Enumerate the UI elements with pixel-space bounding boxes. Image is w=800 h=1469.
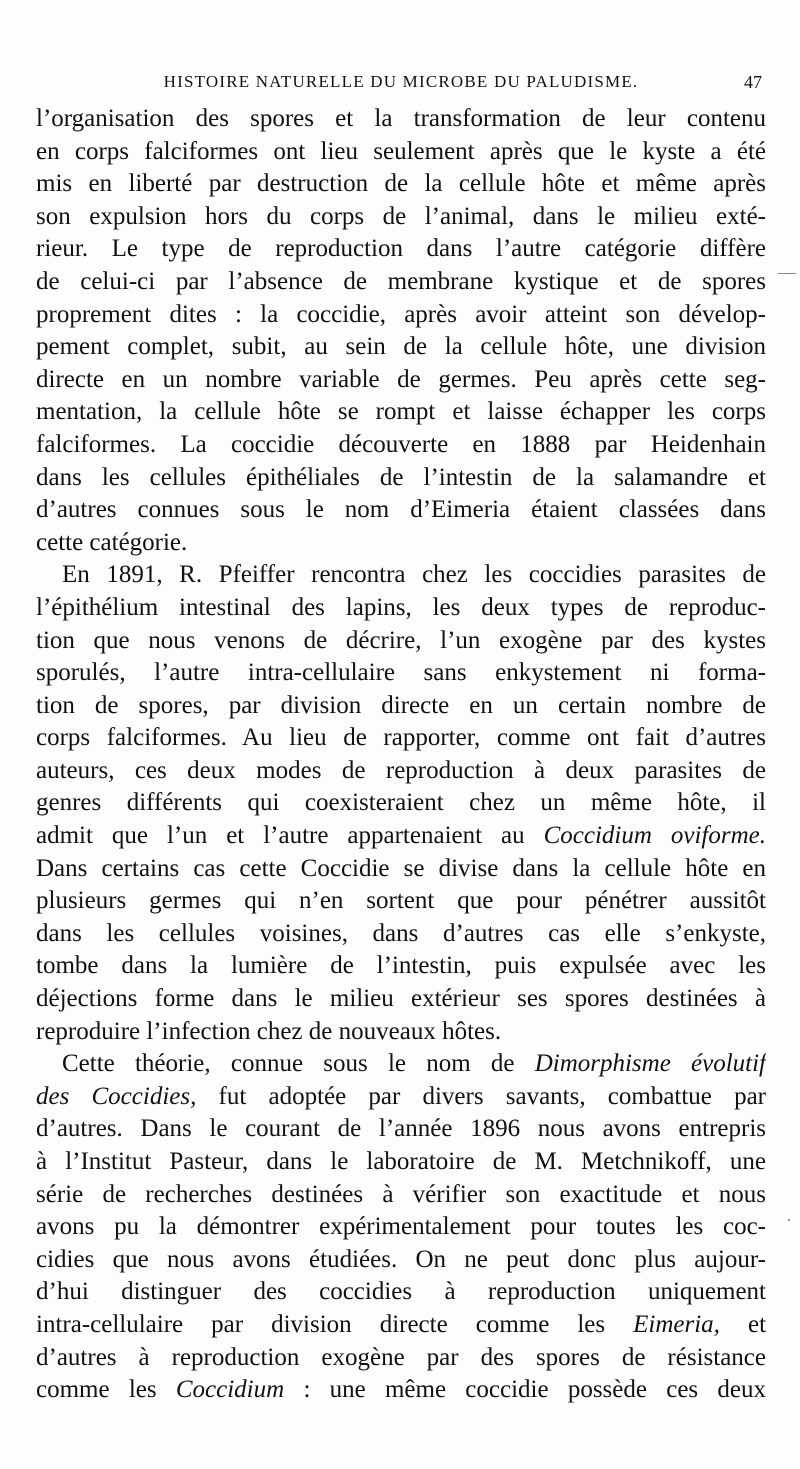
text-line: l’organisation des spores et la transformation de leur contenu	[36, 105, 766, 132]
text-line: auteurs, ces deux modes de reproduction à deux parasites de	[36, 756, 766, 784]
text-segment: Cette théorie, connue sous le nom de	[62, 1050, 515, 1078]
text-line: de celui-ci par l’absence de membrane kystique et de spores	[36, 267, 766, 295]
text-line	[36, 1081, 766, 1114]
text-line: d’autres. Dans le courant de l’année 1896 nous avons entrepris	[36, 1115, 766, 1143]
margin-mark: ·	[786, 1210, 792, 1230]
text-line	[36, 1374, 766, 1407]
text-line: corps falciformes. Au lieu de rapporter, comme ont fait d’autres	[36, 724, 766, 752]
text-line: à l’Institut Pasteur, dans le laboratoire de M. Metchnikoff, une	[36, 1148, 766, 1175]
text-line	[36, 1309, 766, 1342]
text-line: l’épithélium intestinal des lapins, les deux types de reproduc-	[36, 593, 766, 621]
text-line: déjections forme dans le milieu extérieur ses spores destinées à	[36, 985, 766, 1013]
text-line	[36, 820, 766, 853]
text-line: cette catégorie.	[36, 528, 188, 556]
text-segment: fut adoptée par divers savants, combattue par	[218, 1082, 766, 1110]
text-line: avons pu la démontrer expérimentalement pour toutes les coc-	[36, 1213, 766, 1241]
text-line: Dans certains cas cette Coccidie se divise dans la cellule hôte en	[36, 854, 766, 882]
text-line: tombe dans la lumière de l’intestin, puis expulsée avec les	[36, 952, 766, 980]
text-line: d’hui distinguer des coccidies à reproduction uniquement	[36, 1278, 766, 1306]
text-line: plusieurs germes qui n’en sortent que pour pénétrer aussitôt	[36, 887, 766, 915]
text-line: d’autres connues sous le nom d’Eimeria étaient classées dans	[36, 496, 766, 524]
italic-term: Coccidium	[175, 1376, 285, 1404]
running-title: HISTOIRE NATURELLE DU MICROBE DU PALUDISME.	[163, 72, 639, 91]
text-line: d’autres à reproduction exogène par des spores de résistance	[36, 1343, 766, 1371]
margin-mark: —	[778, 262, 796, 282]
text-segment: et	[747, 1310, 766, 1338]
page-number: 47	[744, 72, 762, 92]
text-line: proprement dites : la coccidie, après avoir atteint son dévelop-	[36, 300, 766, 328]
text-line: directe en un nombre variable de germes. Peu après cette seg-	[36, 365, 766, 393]
text-line	[36, 1048, 766, 1081]
text-line: mis en liberté par destruction de la cellule hôte et même après	[36, 170, 766, 198]
text-segment: comme les	[36, 1376, 157, 1404]
italic-term: Coccidium oviforme.	[543, 822, 766, 850]
text-line: tion que nous venons de décrire, l’un exogène par des kystes	[36, 626, 766, 654]
running-head	[36, 72, 766, 98]
text-line: genres différents qui coexisteraient chez un même hôte, il	[36, 789, 766, 817]
text-line: en corps falciformes ont lieu seulement après que le kyste a été	[36, 137, 766, 165]
text-line: En 1891, R. Pfeiffer rencontra chez les coccidies parasites de	[62, 561, 766, 589]
text-segment: admit que l’un et l’autre appartenaient au	[36, 822, 525, 850]
italic-term: des Coccidies,	[36, 1082, 197, 1110]
text-line: rieur. Le type de reproduction dans l’autre catégorie diffère	[36, 235, 766, 263]
text-line: sporulés, l’autre intra-cellulaire sans enkystement ni forma-	[36, 659, 766, 687]
text-line: cidies que nous avons étudiées. On ne peut donc plus aujour-	[36, 1245, 766, 1273]
text-segment: intra-cellulaire par division directe comme les	[36, 1310, 606, 1338]
text-segment: : une même coccidie possède ces deux	[303, 1376, 766, 1404]
text-line: dans les cellules voisines, dans d’autres cas elle s’enkyste,	[36, 919, 766, 947]
text-line: dans les cellules épithéliales de l’intestin de la salamandre et	[36, 463, 766, 491]
italic-term: Eimeria,	[633, 1310, 720, 1338]
text-line: série de recherches destinées à vérifier son exactitude et nous	[36, 1180, 766, 1208]
text-line: reproduire l’infection chez de nouveaux hôtes.	[36, 1017, 502, 1045]
italic-term: Dimorphisme évolutif	[534, 1050, 766, 1078]
text-line: mentation, la cellule hôte se rompt et laisse échapper les corps	[36, 398, 766, 426]
text-line: tion de spores, par division directe en un certain nombre de	[36, 691, 766, 719]
text-line: pement complet, subit, au sein de la cellule hôte, une division	[36, 333, 766, 361]
text-line: falciformes. La coccidie découverte en 1888 par Heidenhain	[36, 430, 766, 458]
text-line: son expulsion hors du corps de l’animal, dans le milieu exté-	[36, 202, 766, 230]
body-text	[36, 103, 766, 1407]
